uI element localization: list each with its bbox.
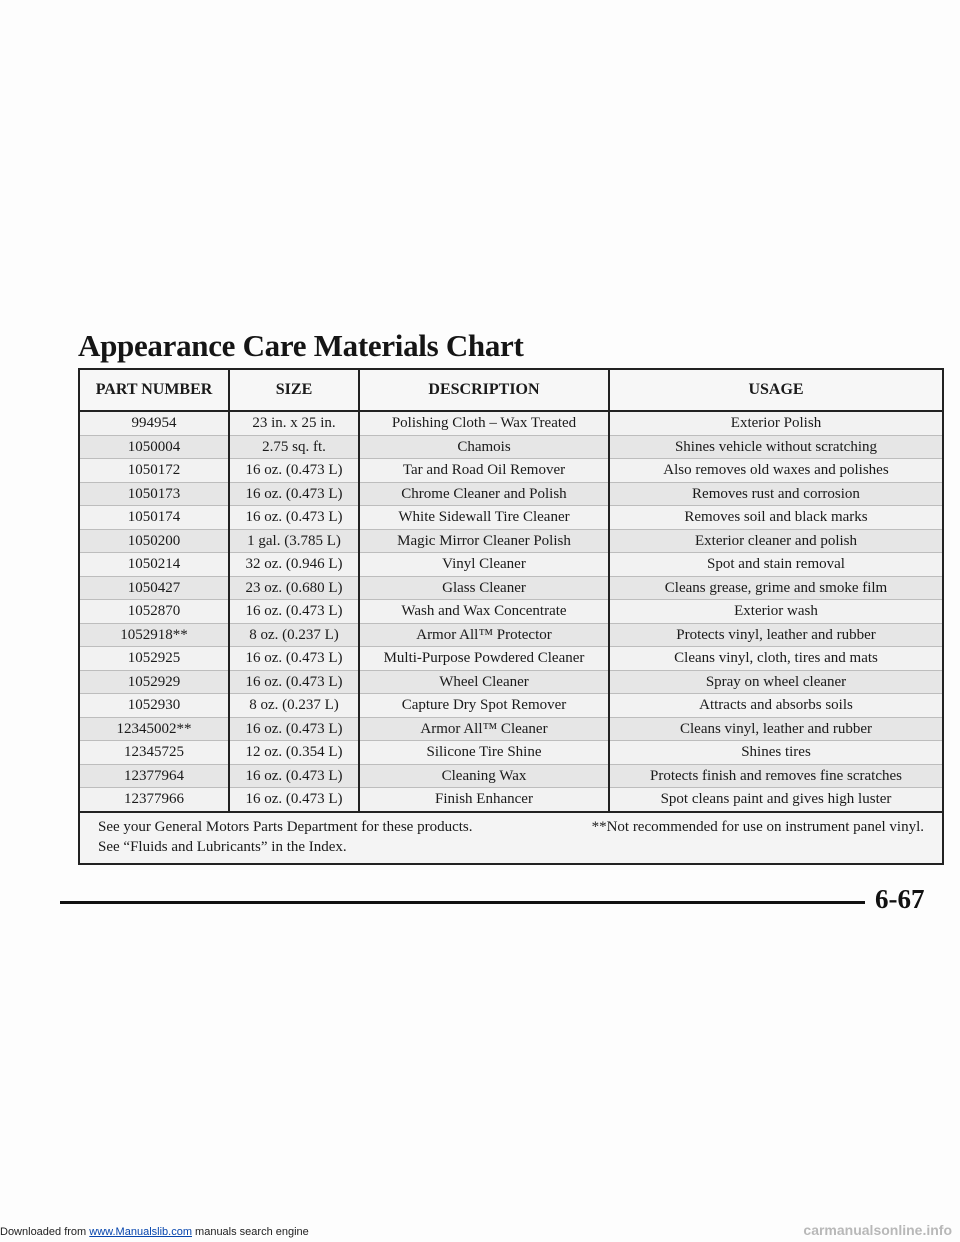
part-number-cell: 12345725 (79, 741, 229, 765)
description-cell: Finish Enhancer (359, 788, 609, 812)
size-cell: 8 oz. (0.237 L) (229, 623, 359, 647)
table-notes (79, 812, 943, 864)
size-cell: 2.75 sq. ft. (229, 435, 359, 459)
usage-cell: Cleans grease, grime and smoke film (609, 576, 943, 600)
usage-cell: Exterior cleaner and polish (609, 529, 943, 553)
part-number-cell: 1052925 (79, 647, 229, 671)
description-cell: Polishing Cloth – Wax Treated (359, 411, 609, 435)
description-cell: Magic Mirror Cleaner Polish (359, 529, 609, 553)
description-cell: White Sidewall Tire Cleaner (359, 506, 609, 530)
usage-cell: Shines vehicle without scratching (609, 435, 943, 459)
usage-cell: Exterior Polish (609, 411, 943, 435)
table-row (79, 694, 943, 718)
size-cell: 12 oz. (0.354 L) (229, 741, 359, 765)
part-number-cell: 1052929 (79, 670, 229, 694)
header-description: DESCRIPTION (359, 369, 609, 411)
header-size: SIZE (229, 369, 359, 411)
size-cell: 32 oz. (0.946 L) (229, 553, 359, 577)
description-cell: Armor All™ Cleaner (359, 717, 609, 741)
table-row (79, 670, 943, 694)
usage-cell: Spray on wheel cleaner (609, 670, 943, 694)
description-cell: Tar and Road Oil Remover (359, 459, 609, 483)
size-cell: 23 oz. (0.680 L) (229, 576, 359, 600)
table-row (79, 482, 943, 506)
size-cell: 1 gal. (3.785 L) (229, 529, 359, 553)
part-number-cell: 1050004 (79, 435, 229, 459)
description-cell: Silicone Tire Shine (359, 741, 609, 765)
part-number-cell: 1050174 (79, 506, 229, 530)
note-parts-department: See your General Motors Parts Department for these products. (98, 818, 473, 835)
header-usage: USAGE (609, 369, 943, 411)
description-cell: Armor All™ Protector (359, 623, 609, 647)
footer-prefix: Downloaded from (0, 1226, 90, 1238)
header-part-number: PART NUMBER (79, 369, 229, 411)
table-row (79, 506, 943, 530)
table-row (79, 529, 943, 553)
part-number-cell: 12377964 (79, 764, 229, 788)
size-cell: 16 oz. (0.473 L) (229, 788, 359, 812)
part-number-cell: 1052870 (79, 600, 229, 624)
materials-table (78, 368, 944, 865)
usage-cell: Spot and stain removal (609, 553, 943, 577)
size-cell: 16 oz. (0.473 L) (229, 717, 359, 741)
part-number-cell: 1050172 (79, 459, 229, 483)
usage-cell: Also removes old waxes and polishes (609, 459, 943, 483)
description-cell: Chamois (359, 435, 609, 459)
size-cell: 16 oz. (0.473 L) (229, 600, 359, 624)
size-cell: 16 oz. (0.473 L) (229, 459, 359, 483)
part-number-cell: 12377966 (79, 788, 229, 812)
description-cell: Capture Dry Spot Remover (359, 694, 609, 718)
page-divider (60, 901, 865, 904)
usage-cell: Cleans vinyl, leather and rubber (609, 717, 943, 741)
table-body (79, 411, 943, 812)
table-row (79, 459, 943, 483)
usage-cell: Cleans vinyl, cloth, tires and mats (609, 647, 943, 671)
description-cell: Chrome Cleaner and Polish (359, 482, 609, 506)
description-cell: Glass Cleaner (359, 576, 609, 600)
usage-cell: Attracts and absorbs soils (609, 694, 943, 718)
part-number-cell: 12345002** (79, 717, 229, 741)
usage-cell: Shines tires (609, 741, 943, 765)
table-row (79, 647, 943, 671)
size-cell: 16 oz. (0.473 L) (229, 764, 359, 788)
table-row (79, 764, 943, 788)
table-note-row (79, 812, 943, 864)
table-row (79, 553, 943, 577)
table-row (79, 600, 943, 624)
size-cell: 23 in. x 25 in. (229, 411, 359, 435)
description-cell: Vinyl Cleaner (359, 553, 609, 577)
watermark-text: carmanualsonline.info (803, 1222, 952, 1238)
part-number-cell: 1052918** (79, 623, 229, 647)
page-number: 6-67 (875, 884, 925, 914)
usage-cell: Exterior wash (609, 600, 943, 624)
size-cell: 16 oz. (0.473 L) (229, 482, 359, 506)
table-row (79, 788, 943, 812)
table-row (79, 741, 943, 765)
table-row (79, 717, 943, 741)
usage-cell: Removes soil and black marks (609, 506, 943, 530)
part-number-cell: 1050214 (79, 553, 229, 577)
note-fluids-lubricants: See “Fluids and Lubricants” in the Index. (98, 838, 347, 855)
download-footer (0, 1226, 309, 1238)
table-row (79, 435, 943, 459)
description-cell: Wheel Cleaner (359, 670, 609, 694)
table-row (79, 576, 943, 600)
description-cell: Cleaning Wax (359, 764, 609, 788)
size-cell: 16 oz. (0.473 L) (229, 506, 359, 530)
description-cell: Multi-Purpose Powdered Cleaner (359, 647, 609, 671)
description-cell: Wash and Wax Concentrate (359, 600, 609, 624)
part-number-cell: 1050173 (79, 482, 229, 506)
size-cell: 16 oz. (0.473 L) (229, 670, 359, 694)
size-cell: 8 oz. (0.237 L) (229, 694, 359, 718)
page-title: Appearance Care Materials Chart (78, 328, 524, 363)
part-number-cell: 1050427 (79, 576, 229, 600)
footer-suffix: manuals search engine (191, 1226, 309, 1238)
part-number-cell: 1050200 (79, 529, 229, 553)
part-number-cell: 994954 (79, 411, 229, 435)
table-header-row (79, 369, 943, 411)
table-row (79, 623, 943, 647)
usage-cell: Removes rust and corrosion (609, 482, 943, 506)
usage-cell: Protects finish and removes fine scratches (609, 764, 943, 788)
note-not-recommended: **Not recommended for use on instrument panel vinyl. (591, 818, 924, 835)
manualslib-link[interactable]: www.Manualslib.com (89, 1226, 192, 1238)
usage-cell: Spot cleans paint and gives high luster (609, 788, 943, 812)
size-cell: 16 oz. (0.473 L) (229, 647, 359, 671)
usage-cell: Protects vinyl, leather and rubber (609, 623, 943, 647)
part-number-cell: 1052930 (79, 694, 229, 718)
table-row (79, 411, 943, 435)
